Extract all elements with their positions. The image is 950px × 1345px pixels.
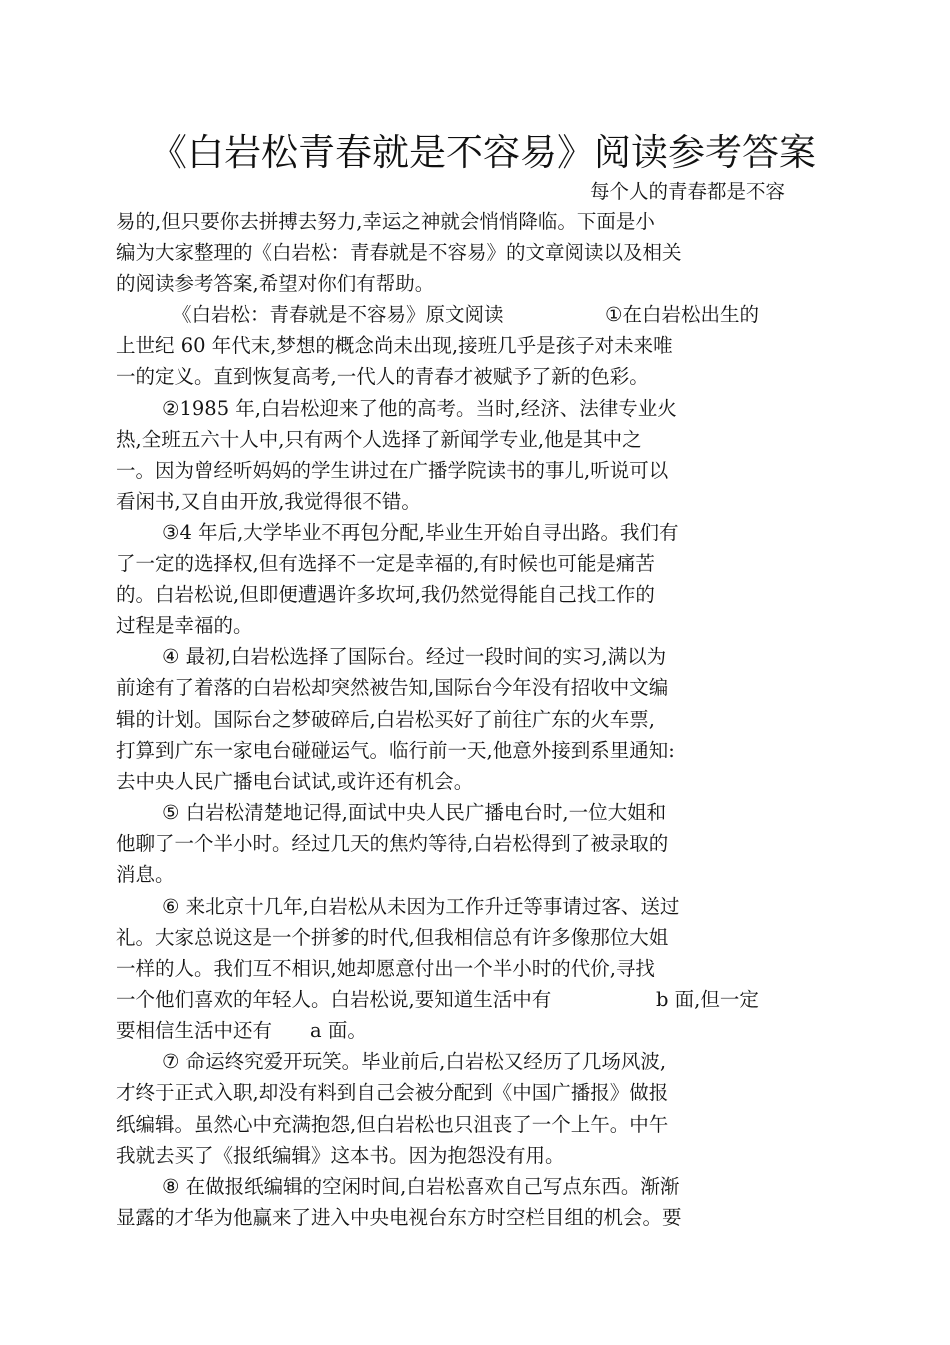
paragraph-3-line: 了一定的选择权,但有选择不一定是幸福的,有时候也可能是痛苦 bbox=[116, 552, 655, 575]
paragraph-3-line: 过程是幸福的。 bbox=[116, 614, 253, 637]
paragraph-5-line: 消息。 bbox=[116, 863, 175, 886]
paragraph-2-line: 一。因为曾经听妈妈的学生讲过在广播学院读书的事儿,听说可以 bbox=[116, 459, 669, 482]
paragraph-6-line-tail: a 面。 bbox=[310, 1019, 367, 1042]
paragraph-8-line: 显露的才华为他赢来了进入中央电视台东方时空栏目组的机会。要 bbox=[116, 1206, 682, 1229]
paragraph-4-line: 打算到广东一家电台碰碰运气。临行前一天,他意外接到系里通知: bbox=[116, 739, 675, 762]
paragraph-3-line: 的。白岩松说,但即便遭遇许多坎坷,我仍然觉得能自己找工作的 bbox=[116, 583, 655, 606]
paragraph-6-line: 礼。大家总说这是一个拼爹的时代,但我相信总有许多像那位大姐 bbox=[116, 926, 669, 949]
paragraph-7-line: ⑦ 命运终究爱开玩笑。毕业前后,白岩松又经历了几场风波, bbox=[162, 1050, 667, 1073]
paragraph-6-line: 一样的人。我们互不相识,她却愿意付出一个半小时的代价,寻找 bbox=[116, 957, 655, 980]
paragraph-6-line: ⑥ 来北京十几年,白岩松从未因为工作升迁等事请过客、送过 bbox=[162, 895, 680, 918]
paragraph-2-line: 看闲书,又自由开放,我觉得很不错。 bbox=[116, 490, 421, 513]
paragraph-8-line: ⑧ 在做报纸编辑的空闲时间,白岩松喜欢自己写点东西。渐渐 bbox=[162, 1175, 680, 1198]
paragraph-4-line: 去中央人民广播电台试试,或许还有机会。 bbox=[116, 770, 474, 793]
paragraph-3-line: ③4 年后,大学毕业不再包分配,毕业生开始自寻出路。我们有 bbox=[162, 521, 679, 544]
intro-line-3: 编为大家整理的《白岩松：青春就是不容易》的文章阅读以及相关 bbox=[116, 241, 682, 264]
paragraph-6-line-tail: b 面,但一定 bbox=[656, 988, 759, 1011]
paragraph-4-line: ④ 最初,白岩松选择了国际台。经过一段时间的实习,满以为 bbox=[162, 645, 667, 668]
intro-line-2: 易的,但只要你去拼搏去努力,幸运之神就会悄悄降临。下面是小 bbox=[116, 210, 655, 233]
paragraph-5-line: 他聊了一个半小时。经过几天的焦灼等待,白岩松得到了被录取的 bbox=[116, 832, 669, 855]
paragraph-7-line: 我就去买了《报纸编辑》这本书。因为抱怨没有用。 bbox=[116, 1144, 565, 1167]
paragraph-6-line: 要相信生活中还有 bbox=[116, 1019, 273, 1042]
paragraph-2-line: 热,全班五六十人中,只有两个人选择了新闻学专业,他是其中之 bbox=[116, 428, 642, 451]
article-heading: 《白岩松：青春就是不容易》原文阅读 bbox=[172, 303, 504, 326]
paragraph-1-line: 上世纪 60 年代末,梦想的概念尚未出现,接班几乎是孩子对未来唯 bbox=[116, 334, 673, 357]
paragraph-5-line: ⑤ 白岩松清楚地记得,面试中央人民广播电台时,一位大姐和 bbox=[162, 801, 667, 824]
paragraph-2-line: ②1985 年,白岩松迎来了他的高考。当时,经济、法律专业火 bbox=[162, 397, 677, 420]
paragraph-7-line: 纸编辑。虽然心中充满抱怨,但白岩松也只沮丧了一个上午。中午 bbox=[116, 1113, 669, 1136]
paragraph-7-line: 才终于正式入职,却没有料到自己会被分配到《中国广播报》做报 bbox=[116, 1081, 669, 1104]
paragraph-4-line: 辑的计划。国际台之梦破碎后,白岩松买好了前往广东的火车票, bbox=[116, 708, 655, 731]
paragraph-4-line: 前途有了着落的白岩松却突然被告知,国际台今年没有招收中文编 bbox=[116, 676, 669, 699]
paragraph-1-line: 一的定义。直到恢复高考,一代人的青春才被赋予了新的色彩。 bbox=[116, 365, 649, 388]
intro-line-4: 的阅读参考答案,希望对你们有帮助。 bbox=[116, 272, 435, 295]
paragraph-6-line: 一个他们喜欢的年轻人。白岩松说,要知道生活中有 bbox=[116, 988, 552, 1011]
paragraph-1-start: ①在白岩松出生的 bbox=[605, 303, 759, 326]
intro-line-1: 每个人的青春都是不容 bbox=[590, 180, 786, 203]
page-title: 《白岩松青春就是不容易》阅读参考答案 bbox=[150, 131, 816, 174]
